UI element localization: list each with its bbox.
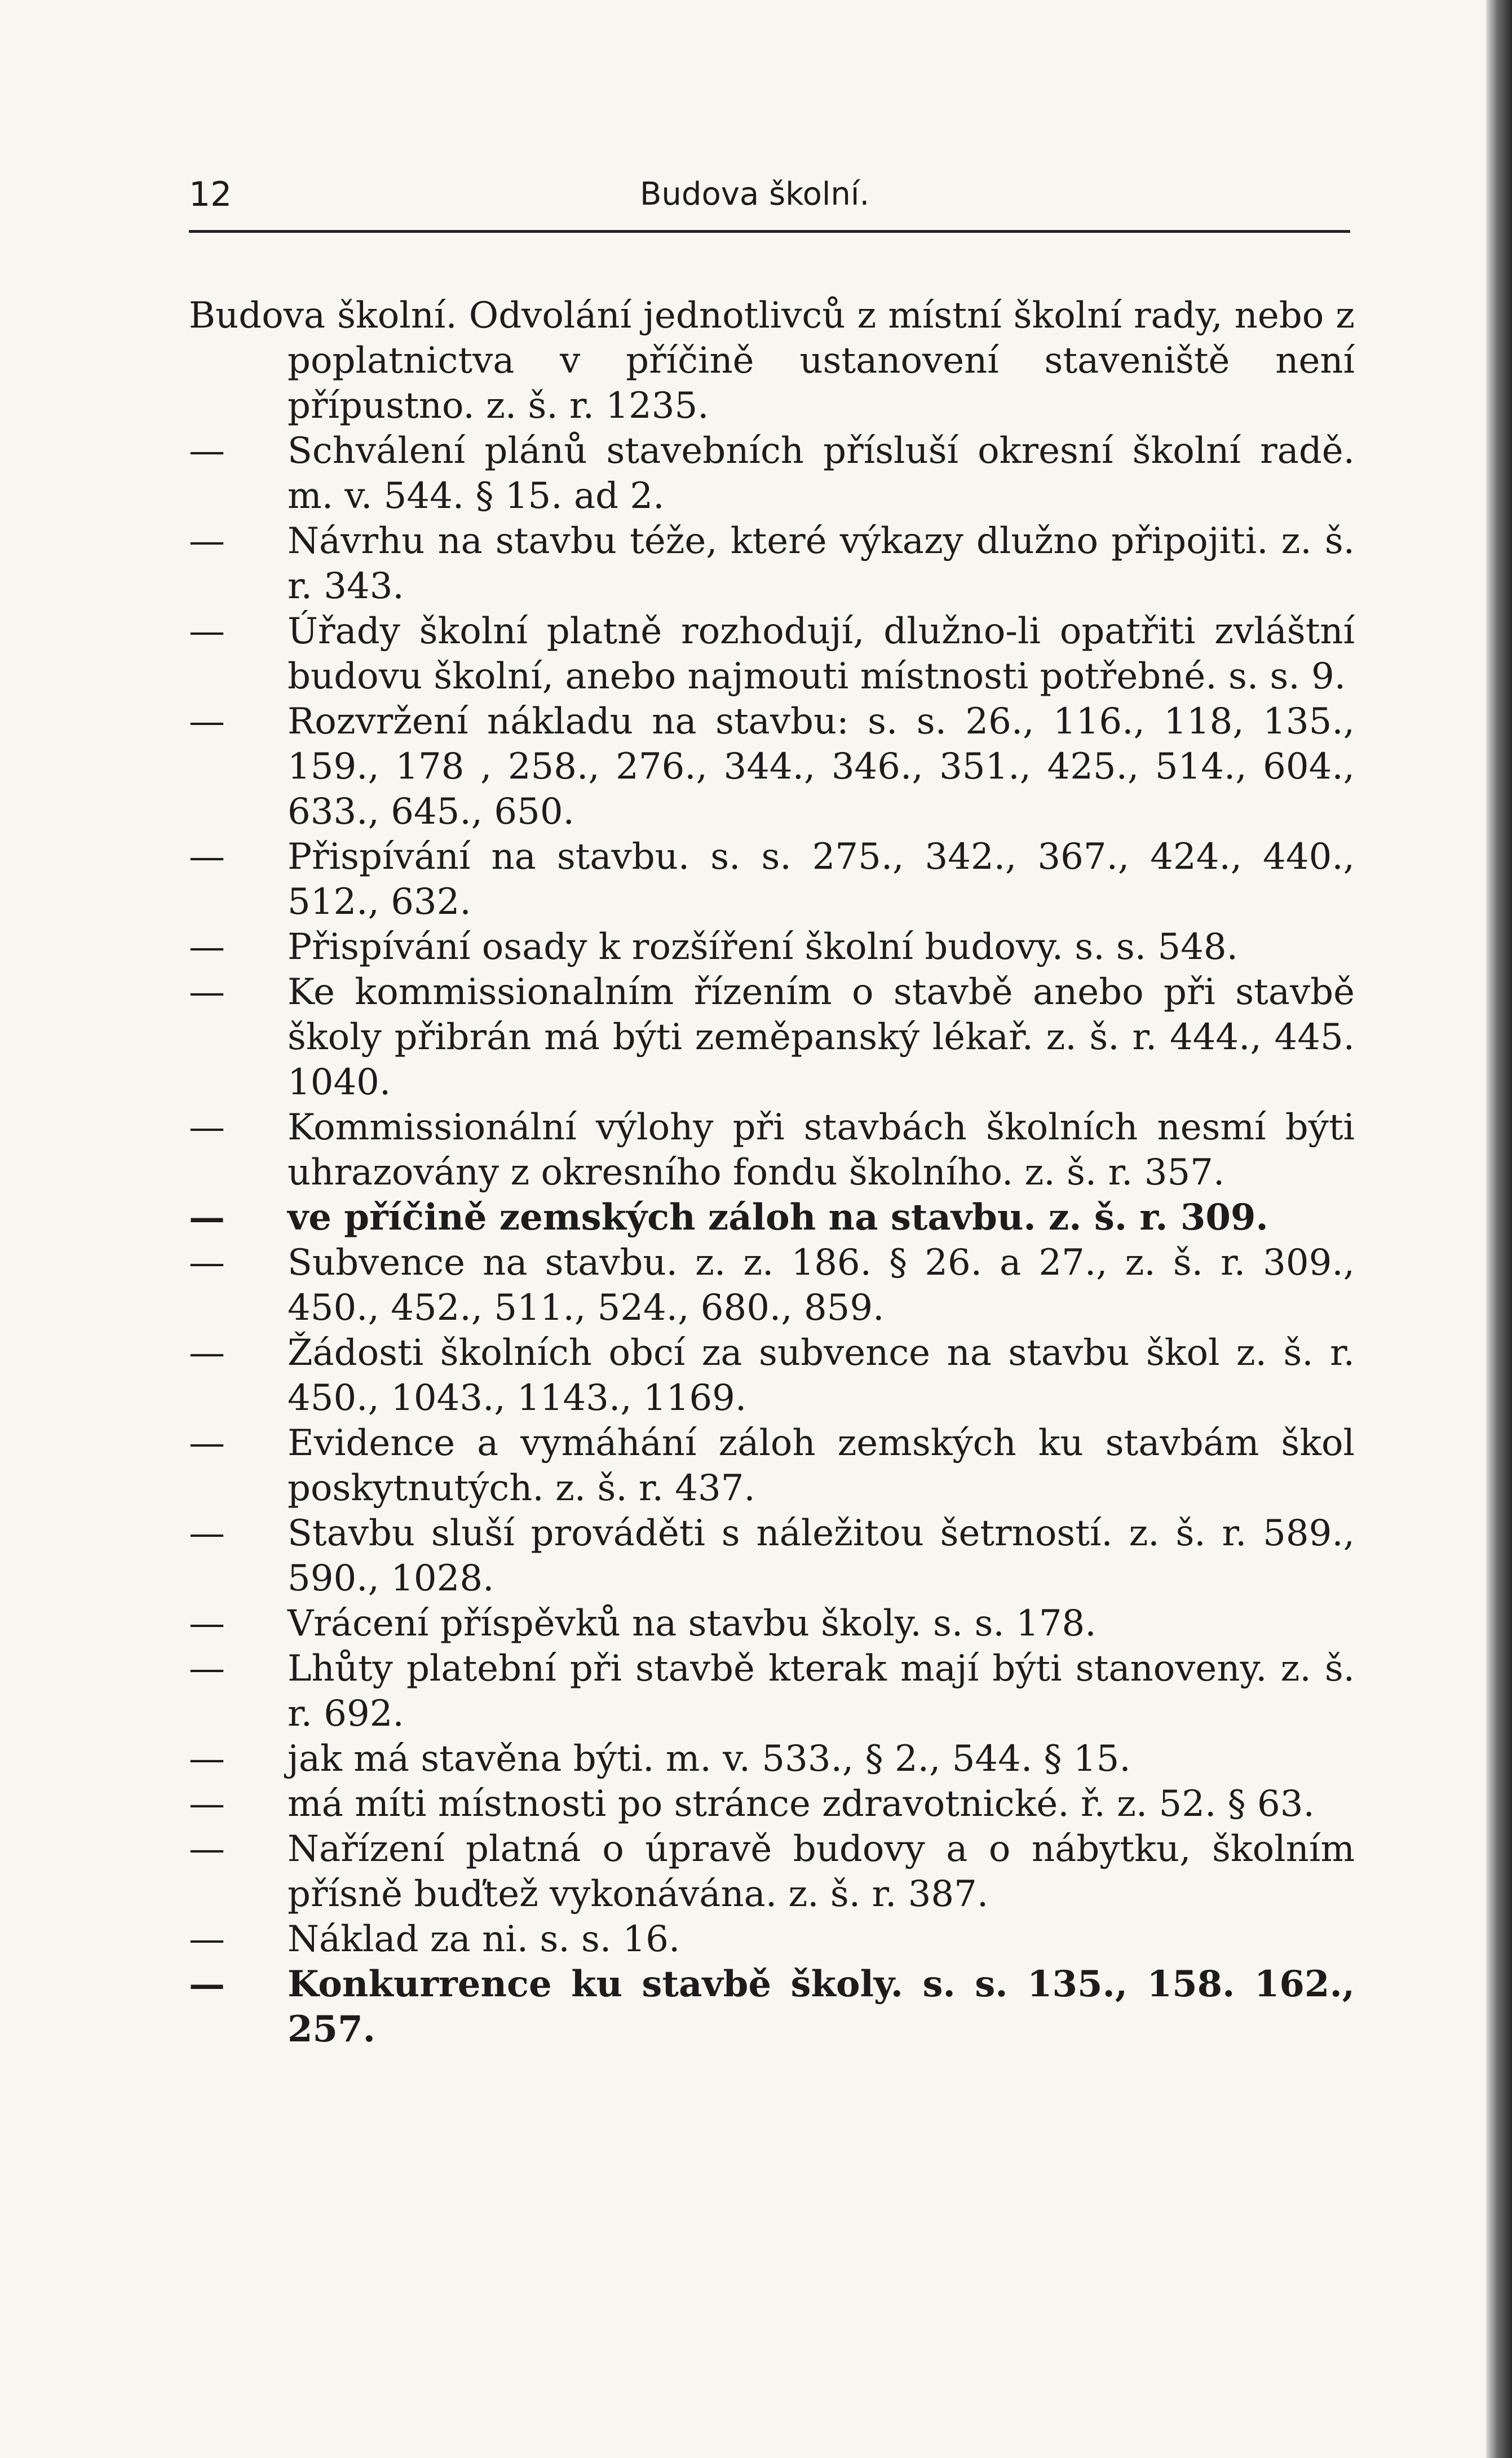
index-entry <box>189 970 1355 1105</box>
entry-dash: — <box>189 1107 225 1148</box>
entry-dash: — <box>189 701 225 742</box>
entry-text: Přispívání osady k rozšíření školní budovy. s. s. 548. <box>288 926 1238 968</box>
entry-dash: — <box>189 1196 225 1239</box>
entry-dash: — <box>189 1828 225 1870</box>
entry-text: Vrácení příspěvků na stavbu školy. s. s. 178. <box>288 1603 1097 1644</box>
header-rule <box>189 230 1350 233</box>
index-entry <box>189 699 1355 834</box>
entry-dash: — <box>189 971 225 1013</box>
entry-dash: — <box>189 1513 225 1554</box>
index-entry <box>189 293 1355 428</box>
index-entry <box>189 1421 1355 1511</box>
entry-text: Stavbu sluší prováděti s náležitou šetrností. z. š. r. 589., 590., 1028. <box>288 1513 1355 1599</box>
index-entry <box>189 1330 1355 1421</box>
entry-dash: — <box>189 430 225 472</box>
index-entry <box>189 1827 1355 1917</box>
entry-text: Budova školní. Odvolání jednotlivců z místní školní rady, nebo z poplatnictva v příčině ustanovení staveniště není přípustno. z. š. r. 1235. <box>189 295 1355 427</box>
entry-dash: — <box>189 520 225 562</box>
entry-dash: — <box>189 1918 225 1960</box>
running-head: Budova školní. <box>640 176 870 213</box>
index-entry <box>189 1105 1355 1195</box>
entry-text: má míti místnosti po stránce zdravotnické. ř. z. 52. § 63. <box>288 1783 1315 1825</box>
entry-text: Konkurrence ku stavbě školy. s. s. 135., 158. 162., 257. <box>288 1963 1355 2050</box>
index-entry <box>189 1511 1355 1601</box>
entry-text: Schválení plánů stavebních přísluší okresní školní radě. m. v. 544. § 15. ad 2. <box>288 430 1355 517</box>
entry-text: Úřady školní platně rozhodují, dlužno-li opatřiti zvláštní budovu školní, anebo najmouti místnosti potřebné. s. s. 9. <box>288 611 1355 697</box>
index-entry <box>189 1646 1355 1736</box>
index-entry <box>189 1736 1355 1781</box>
entry-dash: — <box>189 1242 225 1284</box>
page-header <box>189 169 1350 220</box>
index-entry <box>189 1240 1355 1330</box>
index-entry <box>189 1601 1355 1646</box>
index-entry <box>189 1195 1355 1240</box>
entry-text: Evidence a vymáhání záloh zemských ku stavbám škol poskytnutých. z. š. r. 437. <box>288 1422 1355 1509</box>
entry-dash: — <box>189 1738 225 1780</box>
entry-text: Náklad za ni. s. s. 16. <box>288 1918 680 1960</box>
entry-text: Přispívání na stavbu. s. s. 275., 342., 367., 424., 440., 512., 632. <box>288 836 1355 923</box>
entry-dash: — <box>189 1963 225 2005</box>
index-entry <box>189 428 1355 519</box>
entry-text: Návrhu na stavbu téže, které výkazy dlužno připojiti. z. š. r. 343. <box>288 520 1355 607</box>
entry-text: Rozvržení nákladu na stavbu: s. s. 26., 116., 118, 135., 159., 178 , 258., 276., 344., 346., 351., 425., 514., 604., 633., 645., 650. <box>288 701 1355 833</box>
entry-text: Subvence na stavbu. z. z. 186. § 26. a 27., z. š. r. 309., 450., 452., 511., 524., 680., 859. <box>288 1242 1355 1329</box>
entry-dash: — <box>189 1332 225 1374</box>
entry-dash: — <box>189 926 225 968</box>
index-entry <box>189 834 1355 925</box>
index-entry <box>189 1917 1355 1962</box>
index-entry <box>189 925 1355 970</box>
entry-text: Kommissionální výlohy při stavbách školních nesmí býti uhrazovány z okresního fondu školního. z. š. r. 357. <box>288 1107 1355 1193</box>
entry-dash: — <box>189 1648 225 1690</box>
entry-text: Žádosti školních obcí za subvence na stavbu škol z. š. r. 450., 1043., 1143., 1169. <box>288 1332 1355 1419</box>
entry-text: ve příčině zemských záloh na stavbu. z. š. r. 309. <box>288 1196 1268 1239</box>
entry-text: Lhůty platební při stavbě kterak mají býti stanoveny. z. š. r. 692. <box>288 1648 1355 1735</box>
index-entry <box>189 519 1355 609</box>
index-entry <box>189 1962 1355 2052</box>
index-entry <box>189 1781 1355 1827</box>
entry-text: Ke kommissionalním řízením o stavbě anebo při stavbě školy přibrán má býti zeměpanský lékař. z. š. r. 444., 445. 1040. <box>288 971 1355 1103</box>
entry-dash: — <box>189 836 225 878</box>
entry-dash: — <box>189 1783 225 1825</box>
entry-dash: — <box>189 1422 225 1464</box>
page-number: 12 <box>189 175 232 214</box>
index-entry <box>189 609 1355 699</box>
entry-text: Nařízení platná o úpravě budovy a o nábytku, školním přísně buďtež vykonávána. z. š. r. 387. <box>288 1828 1355 1915</box>
index-entries <box>189 293 1355 2052</box>
entry-dash: — <box>189 1603 225 1644</box>
entry-text: jak má stavěna býti. m. v. 533., § 2., 544. § 15. <box>288 1738 1131 1780</box>
page-edge-shadow <box>1486 0 1512 2458</box>
entry-dash: — <box>189 611 225 652</box>
